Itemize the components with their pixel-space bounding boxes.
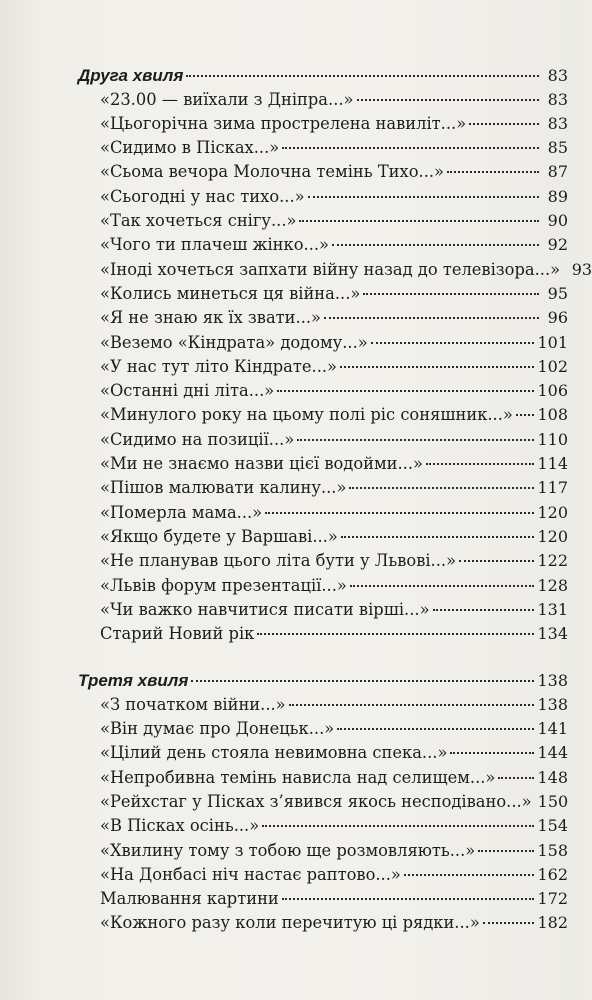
dot-leader — [262, 809, 534, 827]
toc-entry-title: «Цьогорічна зима прострелена навиліт...» — [100, 113, 467, 133]
dot-leader — [349, 471, 534, 489]
page-number: 162 — [537, 864, 568, 884]
dot-leader — [191, 663, 534, 682]
toc-entry-title: «Пішов малювати калину...» — [100, 478, 347, 498]
page-number: 87 — [547, 162, 568, 182]
dot-leader — [308, 179, 539, 197]
toc-entry-title: «Хвилину тому з тобою ще розмовляють...» — [100, 840, 476, 860]
page-number: 117 — [537, 478, 568, 498]
dot-leader — [483, 906, 535, 924]
section-heading-title: Друга хвиля — [78, 66, 184, 85]
dot-leader — [426, 447, 534, 465]
dot-leader — [450, 736, 534, 754]
toc-entry — [78, 740, 568, 764]
toc-entry-title: «Сидимо на позиції...» — [100, 429, 295, 449]
dot-leader — [282, 131, 539, 149]
section-heading-title: Третя хвиля — [78, 671, 189, 691]
toc-entry — [78, 764, 568, 788]
dot-leader — [469, 107, 539, 125]
dot-leader — [516, 398, 535, 416]
toc-entry-title: Малювання картини — [100, 889, 279, 909]
page-number: 96 — [547, 308, 568, 328]
toc-entry-title: «З початком війни...» — [100, 694, 286, 714]
page-number: 93 — [571, 259, 592, 279]
toc-entry-title: «Останні дні літа...» — [100, 381, 275, 401]
toc-entry-title: «Кожного разу коли перечитую ці рядки...» — [100, 913, 480, 933]
toc-entry-title: «Я не знаю як їх звати...» — [100, 308, 322, 328]
dot-leader — [324, 301, 539, 319]
page-number: 128 — [537, 575, 568, 595]
dot-leader — [265, 495, 534, 513]
toc-entry-title: «Непробивна темінь нависла над селищем...» — [100, 767, 496, 787]
dot-leader — [433, 593, 535, 611]
dot-leader — [337, 712, 534, 730]
toc-entry-title: «У нас тут літо Кіндрате...» — [100, 356, 338, 376]
dot-leader — [332, 228, 539, 246]
toc-entry — [78, 910, 568, 934]
dot-leader — [404, 858, 535, 876]
dot-leader — [186, 58, 539, 77]
page-number: 158 — [537, 840, 568, 860]
toc-entry-title: «Сидимо в Пісках...» — [100, 138, 280, 158]
dot-leader — [363, 277, 539, 295]
page-number: 148 — [537, 767, 568, 787]
table-of-contents — [78, 62, 592, 934]
dot-leader — [282, 882, 535, 900]
toc-entry — [78, 232, 568, 256]
toc-entry-title: «Минулого року на цьому полі ріс соняшник...» — [100, 405, 513, 425]
toc-entry-title: «Колись минеться ця війна...» — [100, 283, 361, 303]
page-number: 120 — [537, 502, 568, 522]
dot-leader — [340, 350, 534, 368]
toc-entry-title: «Померла мама...» — [100, 502, 263, 522]
toc-entry-title: «Цілий день стояла невимовна спека...» — [100, 743, 448, 763]
page-number: 114 — [537, 454, 568, 474]
dot-leader — [289, 687, 535, 705]
toc-entry-title: «Він думає про Донецьк...» — [100, 719, 335, 739]
page-number: 110 — [537, 429, 568, 449]
dot-leader — [447, 155, 539, 173]
page-number: 101 — [537, 332, 568, 352]
page-number: 102 — [537, 356, 568, 376]
dot-leader — [478, 833, 534, 851]
page-number: 134 — [537, 624, 568, 644]
page-number: 83 — [547, 89, 568, 109]
dot-leader — [371, 325, 535, 343]
page-number: 182 — [537, 913, 568, 933]
toc-entry — [78, 378, 568, 402]
page-number: 85 — [547, 138, 568, 158]
page-number: 106 — [537, 381, 568, 401]
dot-leader — [297, 422, 534, 440]
page-number: 83 — [547, 66, 568, 85]
page-number: 108 — [537, 405, 568, 425]
page-number: 138 — [537, 671, 568, 691]
page-number: 89 — [547, 186, 568, 206]
page-number: 141 — [537, 719, 568, 739]
dot-leader — [498, 760, 534, 778]
page-number: 95 — [547, 283, 568, 303]
dot-leader — [277, 374, 534, 392]
toc-entry-title: «Львів форум презентації...» — [100, 575, 347, 595]
dot-leader — [459, 544, 534, 562]
page-number: 83 — [547, 113, 568, 133]
page-number: 172 — [537, 889, 568, 909]
page-number: 154 — [537, 816, 568, 836]
dot-leader — [350, 568, 535, 586]
page-number: 144 — [537, 743, 568, 763]
page-number: 92 — [547, 235, 568, 255]
toc-entry-title: «Якщо будете у Варшаві...» — [100, 526, 338, 546]
toc-entry-title: «Чи важко навчитися писати вірші...» — [100, 599, 430, 619]
page-number: 122 — [537, 551, 568, 571]
page-number: 120 — [537, 526, 568, 546]
toc-entry-title: «Іноді хочеться запхати війну назад до телевізора...» — [100, 259, 561, 279]
toc-entry-title: «Не планував цього літа бути у Львові...» — [100, 551, 457, 571]
toc-entry-title: «Чого ти плачеш жінко...» — [100, 235, 330, 255]
toc-entry-title: «Ми не знаємо назви цієї водойми...» — [100, 454, 423, 474]
toc-entry-title: Старий Новий рік — [100, 624, 255, 644]
toc-entry-title: «На Донбасі ніч настає раптово...» — [100, 864, 401, 884]
page-number: 90 — [547, 211, 568, 231]
page-number: 131 — [537, 599, 568, 619]
toc-entry-title: «Рейхстаг у Пісках з’явився якось несподівано...» — [100, 791, 532, 811]
toc-entry-title: «Так хочеться снігу...» — [100, 211, 297, 231]
dot-leader — [341, 520, 535, 538]
page-number: 138 — [537, 694, 568, 714]
toc-entry-title: «Веземо «Кіндрата» додому...» — [100, 332, 368, 352]
toc-entry — [78, 621, 568, 645]
dot-leader — [257, 617, 534, 635]
toc-entry-title: «Сьома вечора Молочна темінь Тихо...» — [100, 162, 445, 182]
page-number: 150 — [537, 791, 569, 811]
dot-leader — [299, 204, 539, 222]
toc-entry-title: «23.00 — виїхали з Дніпра...» — [100, 89, 354, 109]
dot-leader — [357, 82, 539, 100]
toc-entry-title: «Сьогодні у нас тихо...» — [100, 186, 305, 206]
toc-entry-title: «В Пісках осінь...» — [100, 816, 260, 836]
